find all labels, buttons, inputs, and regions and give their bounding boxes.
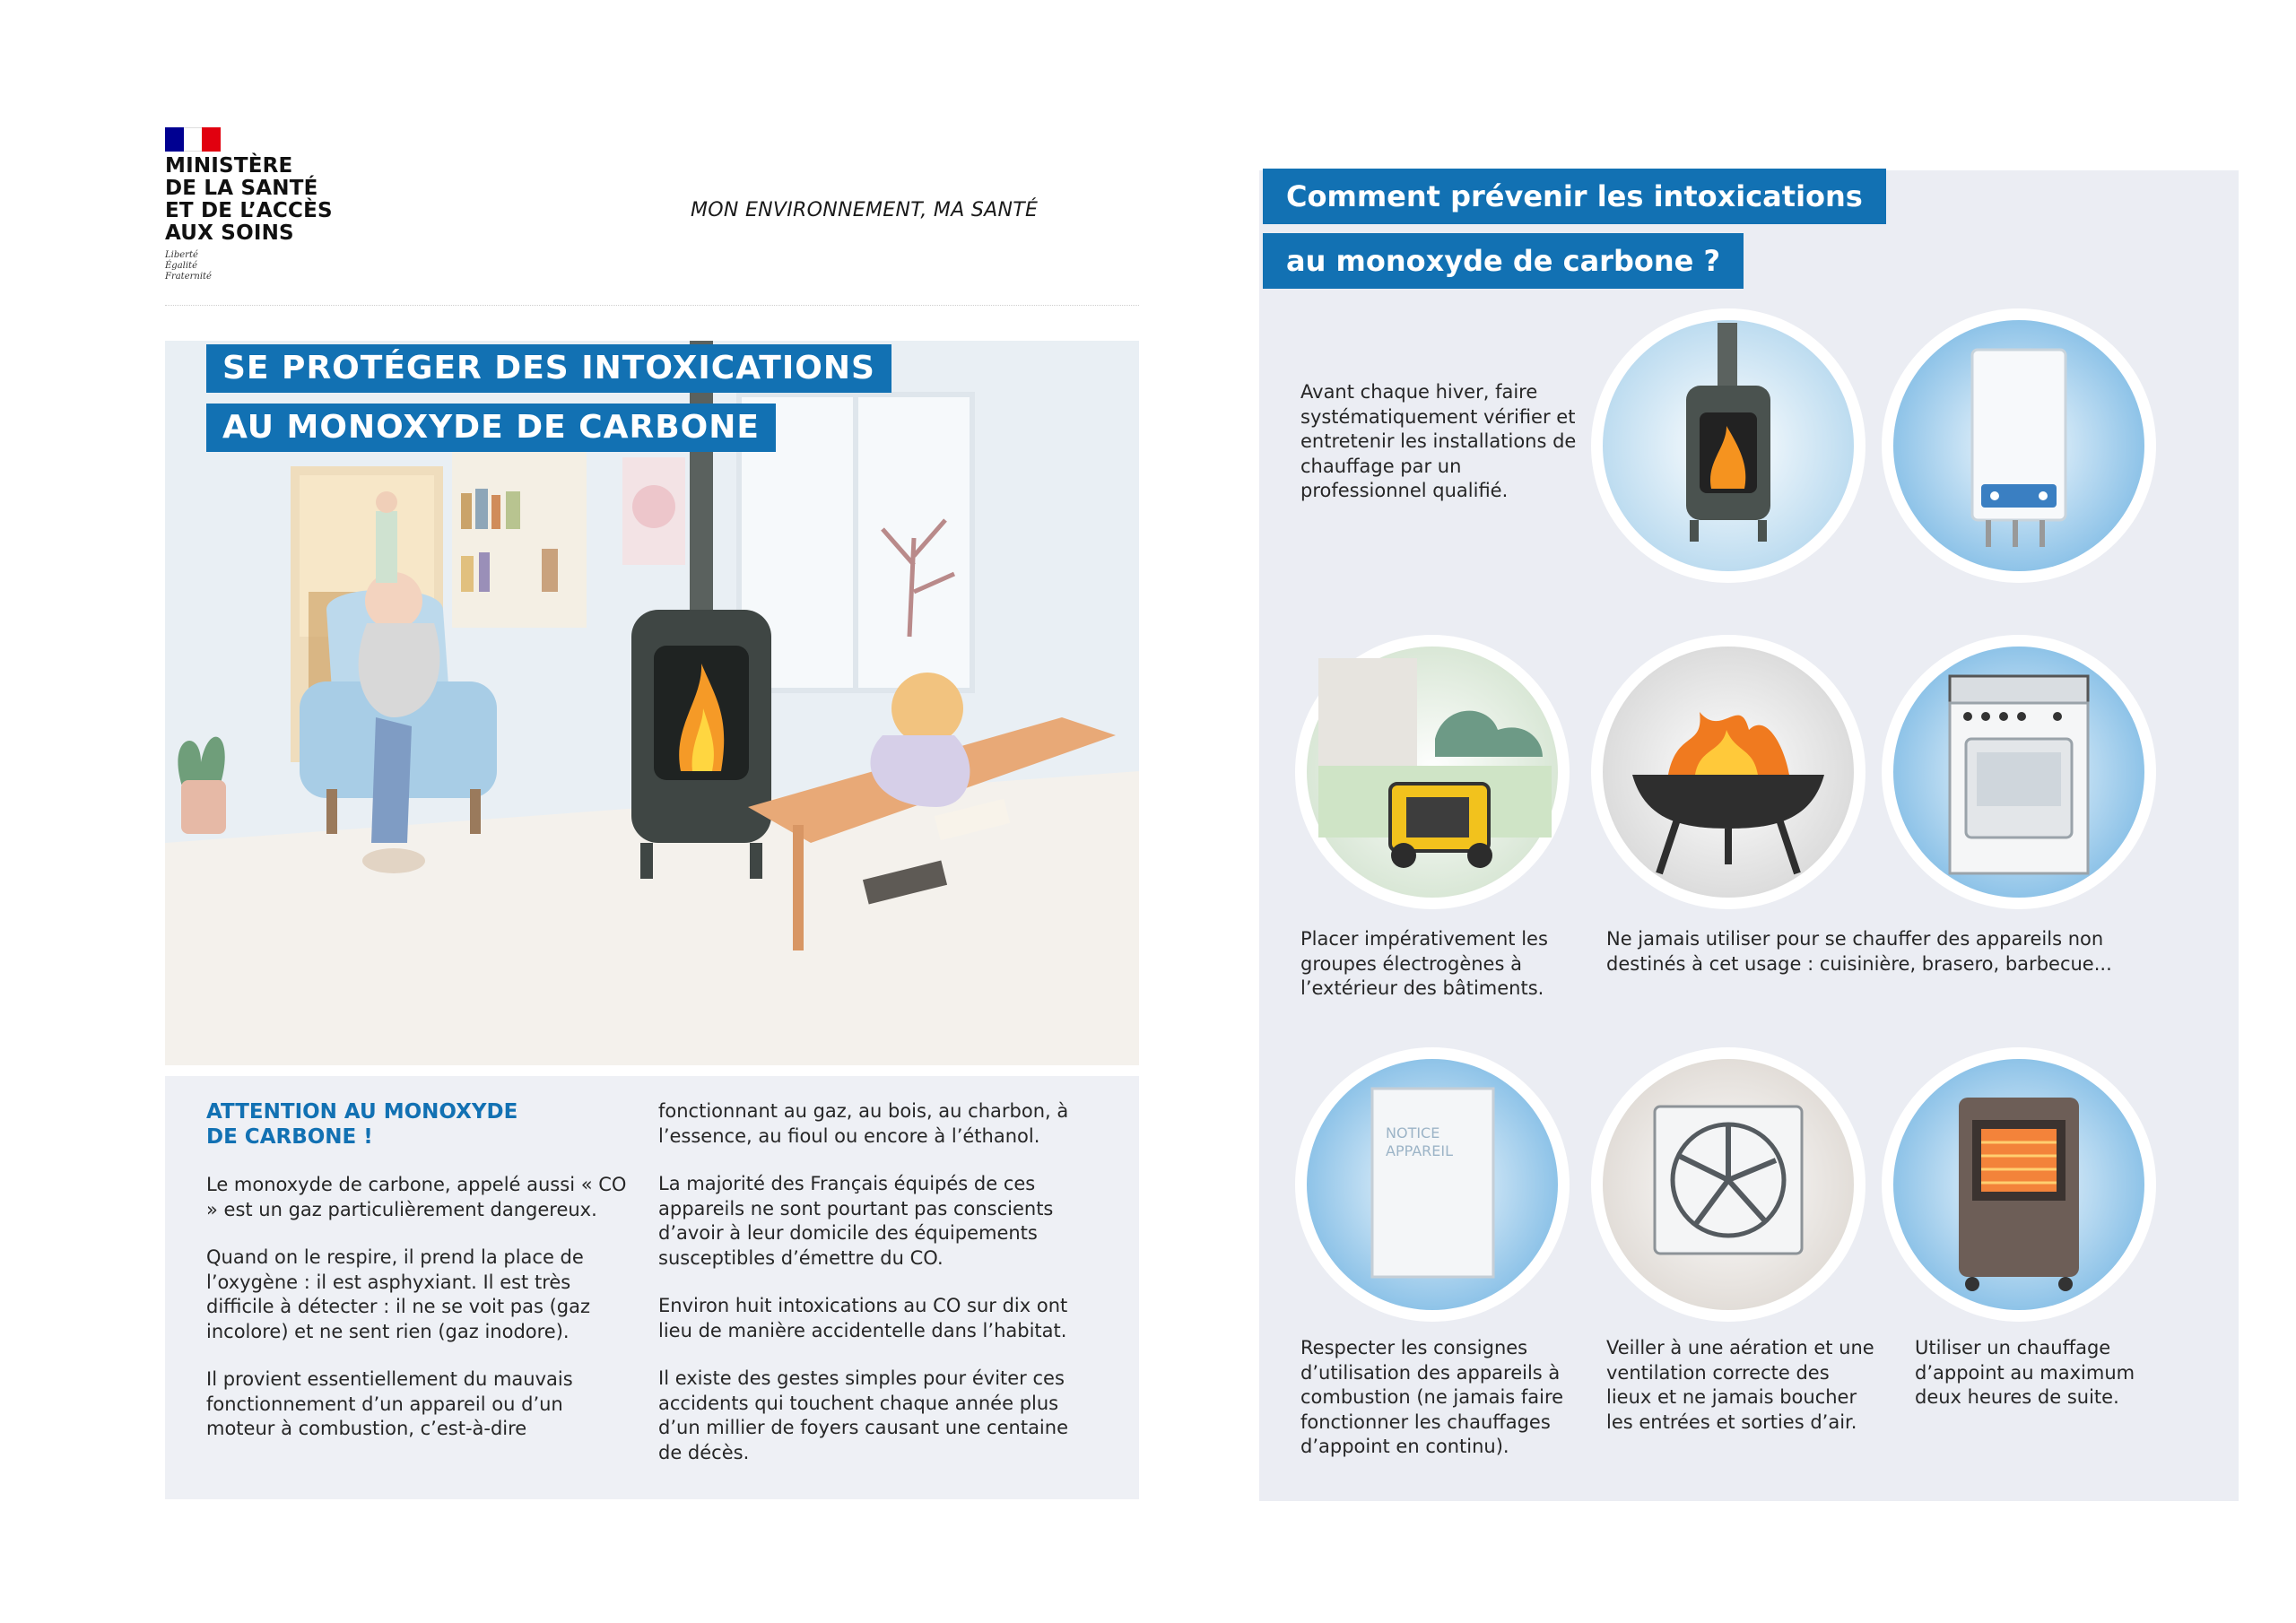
notice-label-line: NOTICE — [1386, 1124, 1440, 1141]
article-panel — [165, 1076, 1139, 1499]
title-line-2: AU MONOXYDE DE CARBONE — [206, 404, 776, 452]
article-column-1 — [206, 1099, 628, 1465]
tip-heating-maintenance: Avant chaque hiver, faire systématiquement vérifier et entretenir les installations de chauffage par un professionnel qualifié. — [1300, 381, 1577, 501]
prevention-title-line-1: Comment prévenir les intoxications — [1263, 169, 1886, 224]
notice-label-line: APPAREIL — [1386, 1142, 1454, 1159]
tip-no-improper-heating: Ne jamais utiliser pour se chauffer des appareils non destinés à cet usage : cuisinière, brasero, barbecue... — [1606, 928, 2112, 975]
header-tagline: MON ENVIRONNEMENT, MA SANTÉ — [691, 199, 1039, 221]
gas-boiler-icon — [1887, 314, 2151, 577]
article-paragraph: La majorité des Français équipés de ces appareils ne sont pourtant pas conscients d’avoir à leur domicile des équipements susceptibles d’émettre du CO. — [658, 1173, 1054, 1269]
title-line-1: SE PROTÉGER DES INTOXICATIONS — [206, 344, 891, 393]
article-paragraph: fonctionnant au gaz, au bois, au charbon, à l’essence, au fioul ou encore à l’éthanol. — [658, 1100, 1069, 1147]
generator-icon — [1300, 640, 1564, 904]
article-paragraph: Il existe des gestes simples pour éviter ces accidents qui touchent chaque année plus d’un millier de foyers causant une centaine de décès. — [658, 1367, 1068, 1463]
manual-icon — [1300, 1053, 1564, 1316]
ministry-name: MINISTÈRE DE LA SANTÉ ET DE L’ACCÈS AUX SOINS — [165, 154, 333, 245]
gas-cooker-icon — [1887, 640, 2151, 904]
header-divider — [165, 305, 1139, 306]
article-heading: ATTENTION AU MONOXYDE DE CARBONE ! — [206, 1100, 518, 1149]
tip-usage-instructions: Respecter les consignes d’utilisation des appareils à combustion (ne jamais faire fonctionner les chauffages d’appoint en continu). — [1300, 1337, 1564, 1457]
article-paragraph: Quand on le respire, il prend la place de l’oxygène : il est asphyxiant. Il est très difficile à détecter : il ne se voit pas (gaz incolore) et ne sent rien (gaz inodore). — [206, 1246, 591, 1342]
republic-motto: Liberté Égalité Fraternité — [165, 250, 212, 282]
tip-generator-outside: Placer impérativement les groupes électrogènes à l’extérieur des bâtiments. — [1300, 928, 1548, 999]
french-flag-icon — [165, 127, 221, 152]
article-column-2 — [658, 1099, 1089, 1488]
ministry-logo — [165, 127, 344, 282]
wood-stove-icon — [1596, 314, 1860, 577]
ventilation-grille-icon — [1596, 1053, 1860, 1316]
article-paragraph: Le monoxyde de carbone, appelé aussi « CO » est un gaz particulièrement dangereux. — [206, 1174, 627, 1220]
portable-heater-icon — [1887, 1053, 2151, 1316]
article-paragraph: Environ huit intoxications au CO sur dix ont lieu de manière accidentelle dans l’habitat. — [658, 1295, 1068, 1341]
tip-auxiliary-heater-limit: Utiliser un chauffage d’appoint au maximum deux heures de suite. — [1915, 1337, 2135, 1408]
article-paragraph: Il provient essentiellement du mauvais fonctionnement d’un appareil ou d’un moteur à combustion, c’est-à-dire — [206, 1368, 573, 1439]
brasero-fire-pit-icon — [1596, 640, 1860, 904]
tip-ventilation: Veiller à une aération et une ventilation correcte des lieux et ne jamais boucher les entrées et sorties d’air. — [1606, 1337, 1874, 1433]
prevention-title-line-2: au monoxyde de carbone ? — [1263, 233, 1744, 289]
